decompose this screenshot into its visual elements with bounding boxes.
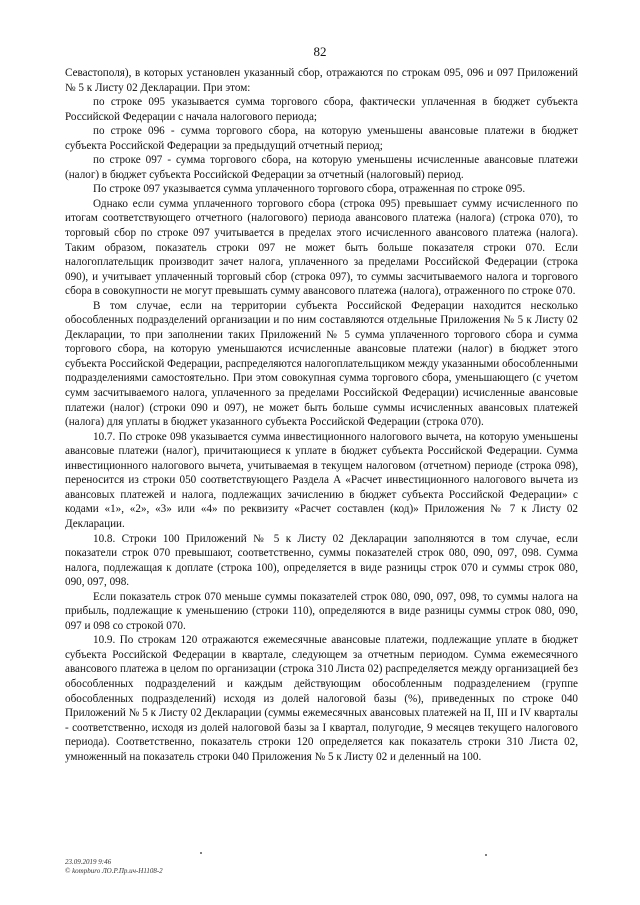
paragraph: 10.9. По строкам 120 отражаются ежемесячные авансовые платежи, подлежащие уплате в бюджет субъекта Российской Федерации в квартале, следующем за отчетным периодом. Сумма ежемесячного авансового платежа в целом по организации (строка 310 Листа 02) распределяется между организацией без обособленных подразделений и каждым действующим обособленным подразделением (группе обособленных подразделений) исходя из долей налоговой базы (%), приведенных по строке 040 Приложений № 5 к Листу 02 Декларации (суммы ежемесячных авансовых платежей на II, III и IV кварталы - соответственно, исходя из долей налоговой базы за I квартал, полугодие, 9 месяцев текущего налогового периода). Соответственно, показатель строки 120 определяется как показатель строки 310 Листа 02, умноженный на показатель строки 040 Приложения № 5 к Листу 02 и деленный на 100. [65, 634, 578, 763]
paragraph: по строке 095 указывается сумма торгового сбора, фактически уплаченная в бюджет субъекта Российской Федерации с начала налогового периода; [65, 96, 578, 123]
paragraph: Если показатель строк 070 меньше суммы показателей строк 080, 090, 097, 098, то суммы налога на прибыль, подлежащие к уменьшению (строки 110), определяются в виде разницы суммы строк 080, 090, 097 и 098 со строкой 070. [65, 590, 578, 632]
paragraph: По строке 097 указывается сумма уплаченного торгового сбора, отраженная по строке 095. [93, 183, 526, 196]
scan-speck [200, 852, 202, 854]
document-body [65, 66, 578, 764]
page-number: 82 [313, 44, 327, 59]
footer-timestamp: 23.09.2019 9:46 [65, 858, 112, 866]
paragraph: В том случае, если на территории субъекта Российской Федерации находится несколько обособленных подразделений организации и по ним составляются отдельные Приложения № 5 к Листу 02 Декларации, то при заполнении таких Приложений № 5 сумма уплаченного торгового сбора и сумма торгового сбора, на которую уменьшаются исчисленные авансовые платежи (налог) в бюджет этого субъекта Российской Федерации, распределяются налогоплательщиком между указанными обособленными подразделениями самостоятельно. При этом совокупная сумма торгового сбора, уменьшающего (с учетом сумм засчитываемого налога, уплаченного за пределами Российской Федерации) исчисленные авансовые платежи (налог) (строки 090 и 097), не может быть больше суммы исчисленных авансовых платежей (налога) для уплаты в бюджет указанного субъекта Российской Федерации (строка 070). [65, 299, 578, 429]
footer-stamp [65, 858, 163, 876]
paragraph: Севастополя), в которых установлен указанный сбор, отражаются по строкам 095, 096 и 097 Приложений № 5 к Листу 02 Декларации. При этом: [65, 67, 578, 94]
paragraph: Однако если сумма уплаченного торгового сбора (строка 095) превышает сумму исчисленного по итогам соответствующего отчетного (налогового) периода авансового платежа (налога) (строка 070), то торговый сбор по строке 097 учитывается в пределах этого исчисленного авансового платежа (налога). Таким образом, показатель строки 097 не может быть больше показателя строки 070. Если налогоплательщик производит зачет налога, уплаченного за пределами Российской Федерации (строка 090), и учитывает уплаченный торговый сбор (строка 097), то суммы засчитываемого налога и торгового сбора в совокупности не могут превышать сумму авансового платежа (налога), отраженного по строке 070. [65, 197, 578, 298]
paragraph: 10.8. Строки 100 Приложений № 5 к Листу 02 Декларации заполняются в том случае, если показатели строк 070 превышают, соответственно, суммы показателей строк 080, 090, 097, 098. Сумма налога, подлежащая к доплате (строка 100), определяется в виде разницы строк 070 и суммы строк 080, 090, 097, 098. [65, 532, 578, 589]
paragraph: по строке 096 - сумма торгового сбора, на которую уменьшены авансовые платежи в бюджет субъекта Российской Федерации за предыдущий отчетный период; [65, 125, 578, 152]
paragraph: 10.7. По строке 098 указывается сумма инвестиционного налогового вычета, на которую уменьшены авансовые платежи (налог), причитающиеся к уплате в бюджет субъекта Российской Федерации. Сумма инвестиционного налогового вычета, учитываемая в текущем налоговом (отчетном) периоде (строка 098), переносится из строки 050 соответствующего Раздела А «Расчет инвестиционного налогового вычета из авансовых платежей и налога, подлежащих зачислению в бюджет субъекта Российской Федерации» с кодами «1», «2», «3» или «4» по реквизиту «Расчет составлен (код)» Приложения № 7 к Листу 02 Декларации. [65, 430, 578, 530]
paragraph: по строке 097 - сумма торгового сбора, на которую уменьшены исчисленные авансовые платежи (налог) в бюджет субъекта Российской Федерации за отчетный (налоговый) период. [65, 154, 578, 181]
scan-speck [485, 854, 487, 856]
footer-source: © kompburo ЛО.Р.Пр.ич-Н1108-2 [65, 867, 163, 875]
